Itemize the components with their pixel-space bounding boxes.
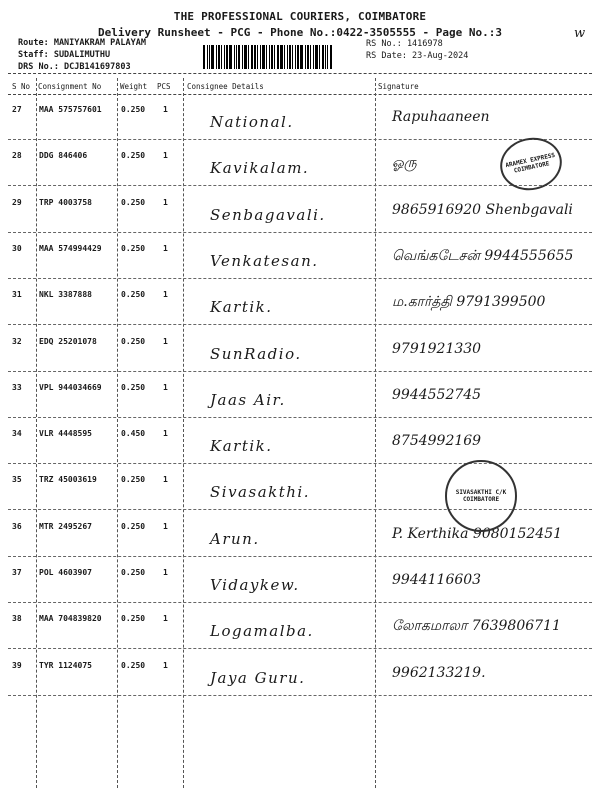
consignee-name: Kavikalam.: [210, 159, 310, 178]
row-divider: [8, 371, 592, 372]
barcode-bar: [277, 45, 279, 69]
barcode-bar: [216, 45, 217, 69]
cell-weight: 0.250: [121, 336, 146, 346]
cell-sno: 32: [12, 336, 22, 346]
cell-consignment: MAA 575757601: [39, 105, 102, 114]
barcode-bar: [289, 45, 291, 69]
cell-sno: 36: [12, 521, 22, 531]
cell-sno: 31: [12, 290, 22, 300]
col-header-consignee: Consignee Details: [187, 82, 264, 91]
row-divider: [8, 463, 592, 464]
table-row: [0, 234, 600, 279]
cell-pcs: 1: [163, 660, 168, 670]
col-header-sno: S No: [12, 82, 31, 91]
cell-weight: 0.250: [121, 568, 146, 577]
cell-pcs: 1: [163, 614, 168, 624]
table-row: [0, 327, 600, 372]
cell-sno: 33: [12, 382, 22, 392]
signature: 8754992169: [392, 433, 482, 450]
signature: 9944552745: [392, 386, 482, 403]
cell-consignment: NKL 3387888: [39, 290, 92, 300]
row-divider: [8, 324, 592, 325]
table-row: [0, 651, 600, 696]
sivasakthi-stamp: SIVASAKTHI C/K COIMBATORE: [445, 460, 517, 532]
cell-sno: 27: [12, 105, 22, 114]
cell-weight: 0.250: [121, 197, 146, 207]
cell-pcs: 1: [163, 151, 168, 161]
table-row: [0, 280, 600, 325]
barcode-bar: [292, 45, 293, 69]
cell-weight: 0.250: [121, 614, 146, 624]
table-row: [0, 188, 600, 233]
barcode-bar: [224, 45, 225, 69]
cell-consignment: VLR 4448595: [39, 429, 92, 439]
row-divider: [8, 232, 592, 233]
consignee-name: Logamalba.: [210, 622, 314, 641]
staff-label: Staff: SUDALIMUTHU: [18, 50, 111, 60]
cell-consignment: MTR 2495267: [39, 521, 92, 531]
barcode-bar: [319, 45, 320, 69]
cell-pcs: 1: [163, 568, 168, 577]
cell-sno: 35: [12, 475, 22, 485]
barcode-bar: [305, 45, 306, 69]
col-header-weight: Weight: [120, 82, 148, 91]
consignee-name: Vidaykew.: [210, 576, 300, 594]
barcode-bar: [236, 45, 237, 69]
table-row: [0, 604, 600, 649]
barcode-bar: [229, 45, 232, 69]
barcode-bar: [257, 45, 258, 69]
cell-consignment: EDQ 25201078: [39, 336, 97, 346]
consignee-name: Kartik.: [210, 437, 273, 456]
signature: 9944116603: [392, 572, 482, 588]
barcode-bar: [254, 45, 256, 69]
barcode-bar: [260, 45, 261, 69]
route-label: Route: MANIYAKRAM PALAYAM: [18, 38, 146, 48]
row-divider: [8, 278, 592, 279]
barcode-bar: [295, 45, 296, 69]
cell-pcs: 1: [163, 243, 168, 253]
cell-pcs: 1: [163, 475, 168, 485]
cell-weight: 0.250: [121, 521, 146, 531]
cell-pcs: 1: [163, 429, 168, 439]
barcode-bar: [251, 45, 253, 69]
barcode-bar: [209, 45, 210, 69]
row-divider: [8, 602, 592, 603]
barcode-bar: [313, 45, 314, 69]
cell-sno: 38: [12, 614, 22, 624]
aramex-stamp: ARAMEX EXPRESS COIMBATORE: [495, 132, 566, 196]
barcode-bar: [274, 45, 275, 69]
barcode-bar: [218, 45, 220, 69]
barcode-bar: [269, 45, 270, 69]
cell-weight: 0.250: [121, 151, 146, 161]
col-header-pcs: PCS: [157, 82, 171, 91]
consignee-name: Venkatesan.: [210, 251, 319, 270]
barcode-bar: [284, 45, 285, 69]
consignee-name: Kartik.: [210, 298, 273, 317]
cell-pcs: 1: [163, 521, 168, 531]
cell-sno: 30: [12, 243, 22, 253]
cell-consignment: MAA 704839820: [39, 614, 102, 624]
cell-consignment: MAA 574994429: [39, 243, 102, 253]
barcode-bar: [300, 45, 303, 69]
cell-consignment: POL 4603907: [39, 568, 92, 577]
barcode-bar: [203, 45, 205, 69]
barcode-bar: [271, 45, 273, 69]
col-header-consignment: Consignment No: [38, 82, 102, 91]
barcode-bar: [244, 45, 247, 69]
barcode-bar: [221, 45, 222, 69]
signature: 9791921330: [392, 340, 482, 357]
cell-weight: 0.250: [121, 290, 146, 300]
cell-consignment: DDG 846406: [39, 151, 88, 161]
signature: லோகமாலா 7639806711: [392, 618, 561, 635]
consignee-name: Jaas Air.: [210, 390, 286, 409]
barcode: [203, 45, 355, 69]
consignee-name: SunRadio.: [210, 344, 302, 363]
drs-number: DRS No.: DCJB141697803: [18, 62, 131, 72]
signature: P. Kerthika 9080152451: [392, 525, 563, 542]
runsheet-subtitle: Delivery Runsheet - PCG - Phone No.:0422-3505555 - Page No.:3: [98, 26, 502, 39]
cell-weight: 0.250: [121, 475, 146, 485]
handwritten-corner-mark: w: [574, 26, 586, 41]
col-header-signature: Signature: [378, 82, 419, 91]
consignee-name: Jaya Guru.: [210, 668, 306, 687]
barcode-bar: [207, 45, 208, 69]
cell-sno: 39: [12, 660, 22, 670]
row-divider: [8, 139, 592, 140]
signature: ஓரு: [392, 155, 417, 172]
consignee-name: Senbagavali.: [210, 205, 326, 224]
cell-sno: 28: [12, 151, 22, 161]
barcode-bar: [248, 45, 249, 69]
cell-sno: 37: [12, 568, 22, 577]
company-title: THE PROFESSIONAL COURIERS, COIMBATORE: [173, 10, 427, 23]
barcode-bar: [330, 45, 332, 69]
signature: 9962133219.: [392, 664, 486, 681]
barcode-bar: [238, 45, 240, 69]
barcode-bar: [242, 45, 243, 69]
cell-pcs: 1: [163, 336, 168, 346]
cell-sno: 34: [12, 429, 22, 439]
rs-date: RS Date: 23-Aug-2024: [366, 51, 469, 61]
cell-pcs: 1: [163, 290, 168, 300]
row-divider: [8, 556, 592, 557]
table-row: [0, 419, 600, 464]
row-divider: [8, 648, 592, 649]
cell-pcs: 1: [163, 105, 168, 114]
table-row: [0, 512, 600, 557]
barcode-bar: [226, 45, 228, 69]
barcode-bar: [325, 45, 326, 69]
cell-consignment: TRZ 45003619: [39, 475, 97, 485]
cell-consignment: VPL 944034669: [39, 382, 102, 392]
row-divider: [8, 695, 592, 696]
cell-consignment: TYR 1124075: [39, 660, 92, 670]
signature: வெங்கடேசன் 9944555655: [392, 247, 574, 264]
signature: ம.கார்த்தி 9791399500: [392, 294, 546, 311]
cell-weight: 0.450: [121, 429, 146, 439]
barcode-bar: [211, 45, 214, 69]
consignee-name: National.: [210, 113, 294, 131]
cell-consignment: TRP 4003758: [39, 197, 92, 207]
row-divider: [8, 417, 592, 418]
row-divider: [8, 185, 592, 186]
consignee-name: Arun.: [210, 529, 260, 548]
rs-number: RS No.: 1416978: [366, 39, 443, 49]
cell-weight: 0.250: [121, 382, 146, 392]
barcode-bar: [280, 45, 283, 69]
cell-pcs: 1: [163, 382, 168, 392]
barcode-bar: [310, 45, 311, 69]
signature: Rapuhaaneen: [392, 109, 490, 125]
table-top-divider: [8, 73, 592, 74]
barcode-bar: [307, 45, 309, 69]
cell-sno: 29: [12, 197, 22, 207]
cell-weight: 0.250: [121, 660, 146, 670]
signature: 9865916920 Shenbgavali: [392, 201, 573, 218]
table-row: [0, 95, 600, 140]
barcode-bar: [297, 45, 299, 69]
barcode-bar: [322, 45, 324, 69]
barcode-bar: [262, 45, 265, 69]
barcode-bar: [327, 45, 328, 69]
cell-weight: 0.250: [121, 243, 146, 253]
barcode-bar: [315, 45, 318, 69]
barcode-bar: [287, 45, 288, 69]
cell-weight: 0.250: [121, 105, 146, 114]
table-row: [0, 373, 600, 418]
consignee-name: Sivasakthi.: [210, 483, 310, 502]
barcode-bar: [234, 45, 235, 69]
cell-pcs: 1: [163, 197, 168, 207]
barcode-bar: [266, 45, 267, 69]
table-row: [0, 558, 600, 603]
